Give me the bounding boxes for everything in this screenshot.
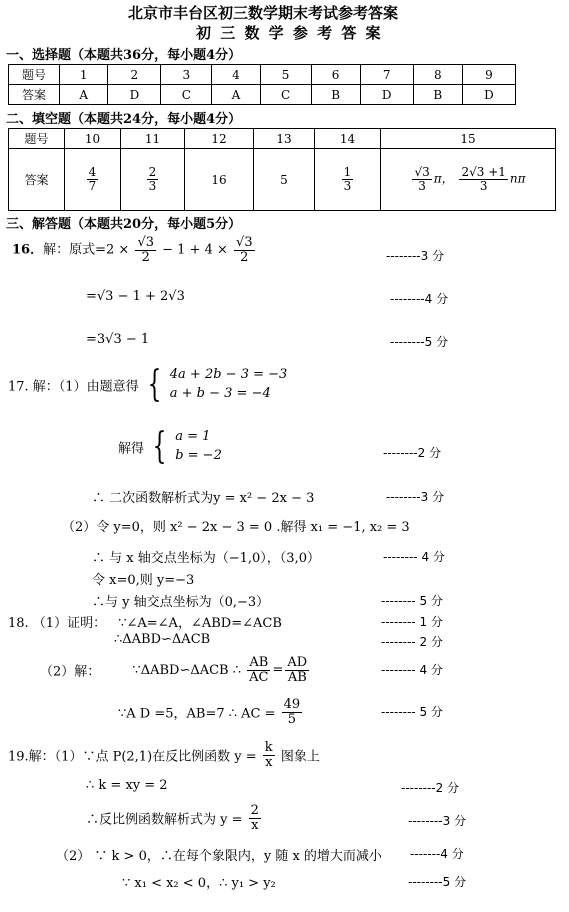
q-number: 1 xyxy=(60,65,108,85)
answer-cell: A xyxy=(212,85,260,105)
q-number: 8 xyxy=(413,65,462,85)
answer-cell: $\frac{4}{7}$ xyxy=(65,149,121,211)
score-mark: -------- 1 分 xyxy=(381,615,443,629)
section1-heading: 一、选择题（本题共36分，每小题4分） xyxy=(6,48,242,63)
section2-heading: 二、填空题（本题共24分，每小题4分） xyxy=(6,112,242,127)
q-number: 6 xyxy=(311,65,360,85)
score-mark: -------- 4 分 xyxy=(381,663,443,677)
score-mark: --------3 分 xyxy=(408,814,467,828)
q-number: 5 xyxy=(260,65,311,85)
q-number: 10 xyxy=(65,129,121,149)
q-number: 15 xyxy=(381,129,556,149)
score-mark: --------5 分 xyxy=(408,875,467,889)
q19-line5: ∵ x₁ < x₂ < 0，∴ y₁ > y₂ xyxy=(122,876,276,891)
q-number: 3 xyxy=(161,65,212,85)
q19-line3: ∴反比例函数解析式为 y = $\frac{2}{x}$ xyxy=(86,803,259,833)
answer-cell: C xyxy=(260,85,311,105)
answer-cell: $\frac{1}{3}$ xyxy=(315,149,381,211)
q16-line3: =3√3 − 1 xyxy=(86,332,150,347)
answer-cell: $\frac{√3}{3}$ π， $\frac{2√3 +1}{3}$ nπ xyxy=(381,149,556,211)
score-mark: --------4 分 xyxy=(390,292,449,306)
fill-answer-table xyxy=(8,128,556,211)
answer-cell: C xyxy=(161,85,212,105)
choice-answer-table xyxy=(8,64,516,105)
q18-line1: 18. （1）证明： ∵∠A=∠A，∠ABD=∠ACB xyxy=(8,616,282,631)
q18-line4: ∵A D =5，AB=7 ∴ AC = $\frac{49}{5}$ xyxy=(118,697,301,727)
score-mark: -------- 5 分 xyxy=(381,705,443,719)
q-number: 4 xyxy=(212,65,260,85)
answer-cell: A xyxy=(60,85,108,105)
answer-cell: $\frac{2}{3}$ xyxy=(121,149,185,211)
page-subtitle: 初 三 数 学 参 考 答 案 xyxy=(196,24,383,42)
q17-line7: ∴与 y 轴交点坐标为（0,−3） xyxy=(92,595,270,610)
q16-line1: 16．解：原式=2 × $\frac{√3}{2}$ − 1 + 4 × $\frac{√3}{2}$ xyxy=(12,235,253,265)
answer-cell: D xyxy=(360,85,413,105)
section3-heading: 三、解答题（本题共20分，每小题5分） xyxy=(6,217,242,232)
q17-line3: ∴ 二次函数解析式为y = x² − 2x − 3 xyxy=(92,491,315,506)
q-number: 13 xyxy=(254,129,315,149)
q17-line2: 解得 { a = 1 b = −2 xyxy=(118,425,222,467)
q-number: 12 xyxy=(185,129,254,149)
row-label-number: 题号 xyxy=(9,65,60,85)
q17-line6: 令 x=0,则 y=−3 xyxy=(92,573,195,588)
answer-cell: D xyxy=(462,85,515,105)
answer-cell: B xyxy=(413,85,462,105)
answer-cell: D xyxy=(108,85,161,105)
q17-line1: 17. 解：（1）由题意得 { 4a + 2b − 3 = −3 a + b − 3 = −4 xyxy=(8,363,288,405)
q17-line4: （2）令 y=0，则 x² − 2x − 3 = 0 .解得 x₁ = −1, x₂ = 3 xyxy=(62,520,410,535)
row-label-number: 题号 xyxy=(9,129,65,149)
q19-line1: 19.解：（1）∵点 P(2,1)在反比例函数 y = $\frac{k}{x}$ 图象上 xyxy=(8,740,320,770)
q-number: 2 xyxy=(108,65,161,85)
answer-cell: B xyxy=(311,85,360,105)
q19-line4: （2） ∵ k > 0，∴在每个象限内，y 随 x 的增大而减小 xyxy=(56,849,382,864)
page-title: 北京市丰台区初三数学期末考试参考答案 xyxy=(128,4,399,22)
q18-line3: （2）解： ∵ΔABD∽ΔACB ∴ $\frac{AB}{AC}$ = $\frac{AD}{AB}$ xyxy=(40,655,308,685)
score-mark: --------2 分 xyxy=(401,781,460,795)
q19-line2: ∴ k = xy = 2 xyxy=(86,778,168,793)
row-label-answer: 答案 xyxy=(9,85,60,105)
score-mark: -------- 4 分 xyxy=(383,550,445,564)
q18-line2: ∴ΔABD∽ΔACB xyxy=(114,632,211,647)
row-label-answer: 答案 xyxy=(9,149,65,211)
score-mark: -------- 5 分 xyxy=(381,594,443,608)
answer-cell: 16 xyxy=(185,149,254,211)
score-mark: --------3 分 xyxy=(386,490,445,504)
score-mark: --------3 分 xyxy=(386,249,445,263)
q-number: 9 xyxy=(462,65,515,85)
q-number: 11 xyxy=(121,129,185,149)
score-mark: -------- 2 分 xyxy=(381,635,443,649)
q17-line5: ∴ 与 x 轴交点坐标为（−1,0），（3,0） xyxy=(92,551,320,566)
answer-cell: 5 xyxy=(254,149,315,211)
score-mark: -------4 分 xyxy=(410,847,464,861)
q16-line2: =√3 − 1 + 2√3 xyxy=(86,289,185,304)
score-mark: --------2 分 xyxy=(383,446,442,460)
q-number: 14 xyxy=(315,129,381,149)
q-number: 7 xyxy=(360,65,413,85)
score-mark: --------5 分 xyxy=(390,335,449,349)
